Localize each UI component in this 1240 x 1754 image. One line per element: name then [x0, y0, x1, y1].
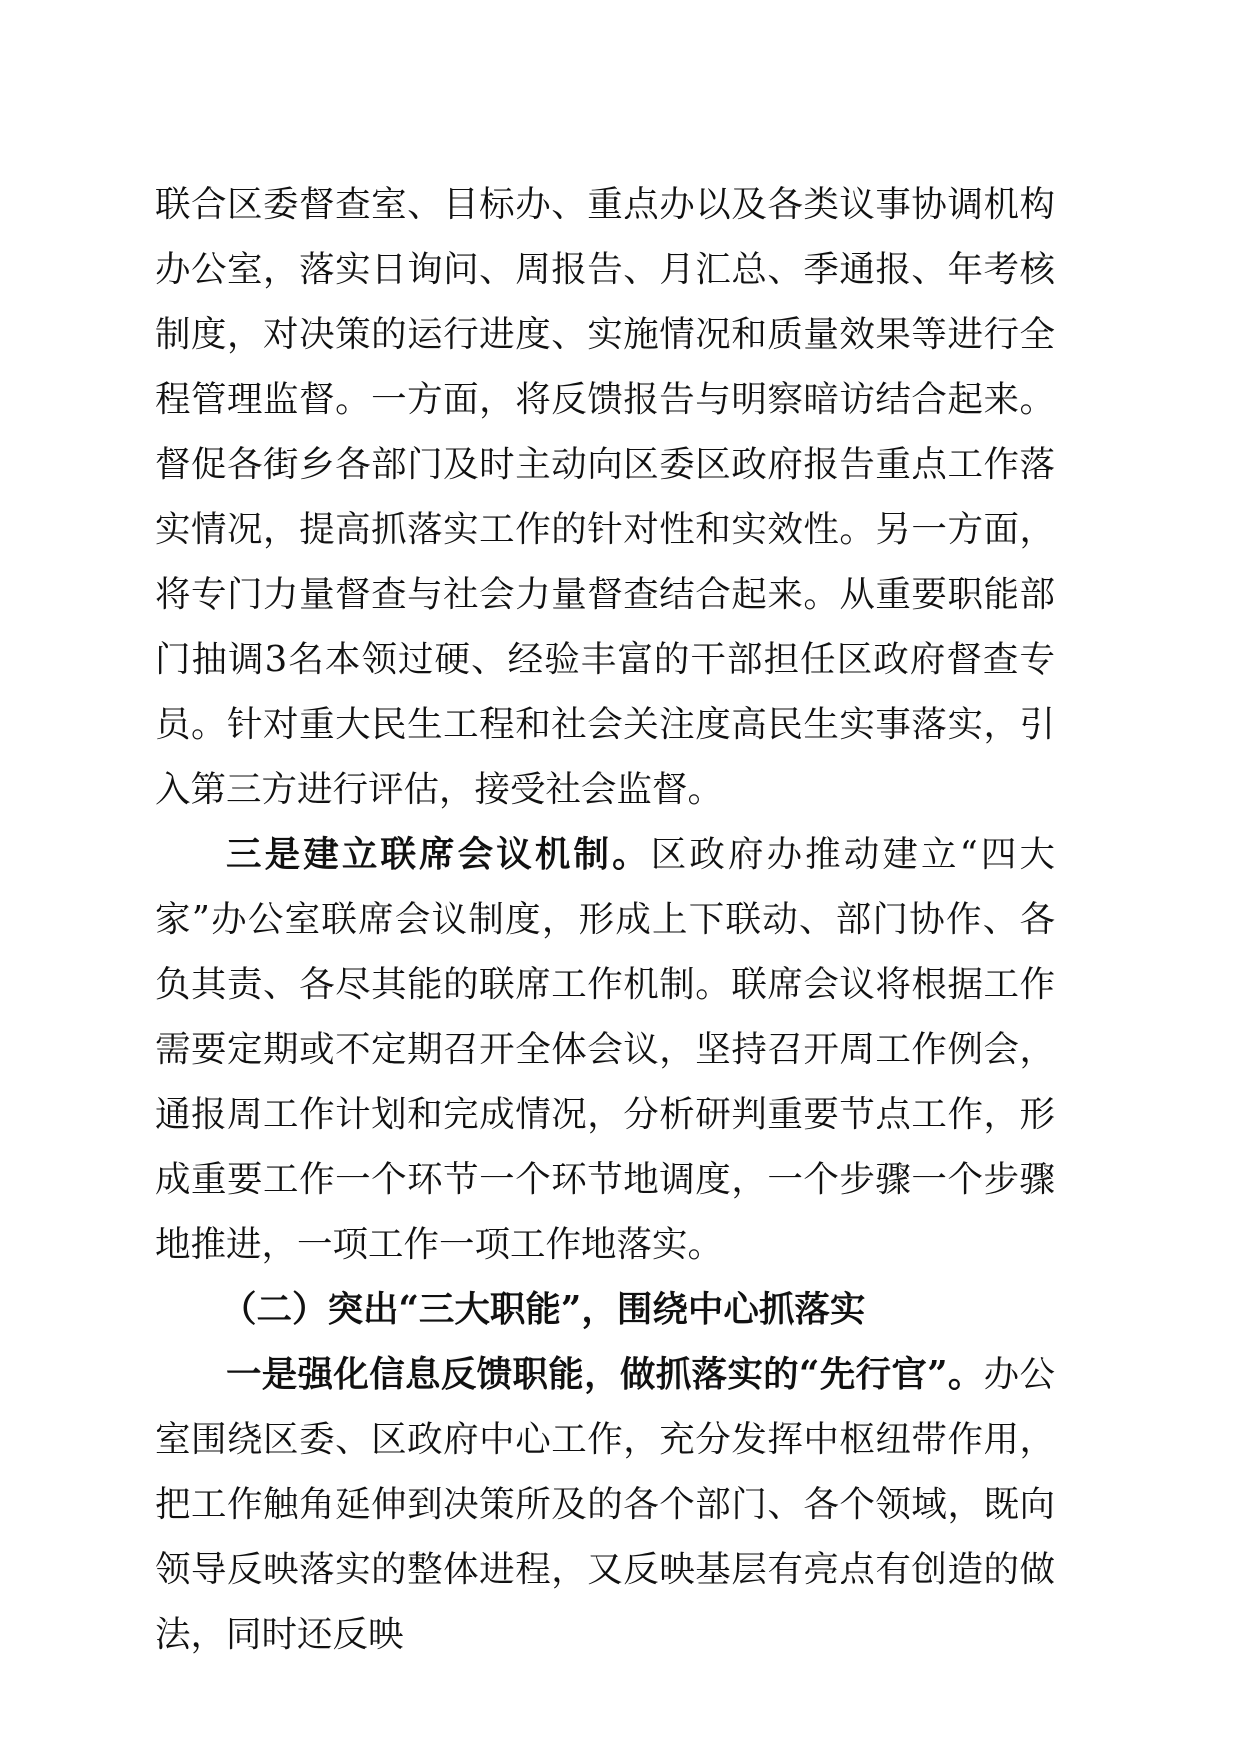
paragraph-supervision: 联合区委督查室、目标办、重点办以及各类议事协调机构办公室，落实日询问、周报告、月汇总、季通报、年考核制度，对决策的运行进度、实施情况和质量效果等进行全程管理监督。一方面，将反馈报告与明察暗访结合起来。督促各街乡各部门及时主动向区委区政府报告重点工作落实情况，提高抓落实工作的针对性和实效性。另一方面，将专门力量督查与社会力量督查结合起来。从重要职能部门抽调3名本领过硬、经验丰富的干部担任区政府督查专员。针对重大民生工程和社会关注度高民生实事落实，引入第三方进行评估，接受社会监督。: [155, 184, 1055, 810]
paragraph-info-feedback-lead: 一是强化信息反馈职能，做抓落实的“先行官”。: [226, 1354, 984, 1395]
section-heading-three-functions: （二）突出“三大职能”，围绕中心抓落实: [221, 1289, 866, 1330]
paragraph-info-feedback: [155, 1342, 1055, 1667]
paragraph-joint-meeting-lead: 三是建立联席会议机制。: [226, 834, 651, 875]
document-body: [155, 172, 1055, 1667]
paragraph-joint-meeting: [155, 822, 1055, 1277]
paragraph-joint-meeting-body: 区政府办推动建立“四大家”办公室联席会议制度，形成上下联动、部门协作、各负其责、各尽其能的联席工作机制。联席会议将根据工作需要定期或不定期召开全体会议，坚持召开周工作例会，通报周工作计划和完成情况，分析研判重要节点工作，形成重要工作一个环节一个环节地调度，一个步骤一个步骤地推进，一项工作一项工作地落实。: [155, 834, 1055, 1265]
paragraph-info-feedback-body: 办公室围绕区委、区政府中心工作，充分发挥中枢纽带作用，把工作触角延伸到决策所及的各个部门、各个领域，既向领导反映落实的整体进程，又反映基层有亮点有创造的做法，同时还反映: [155, 1354, 1055, 1655]
